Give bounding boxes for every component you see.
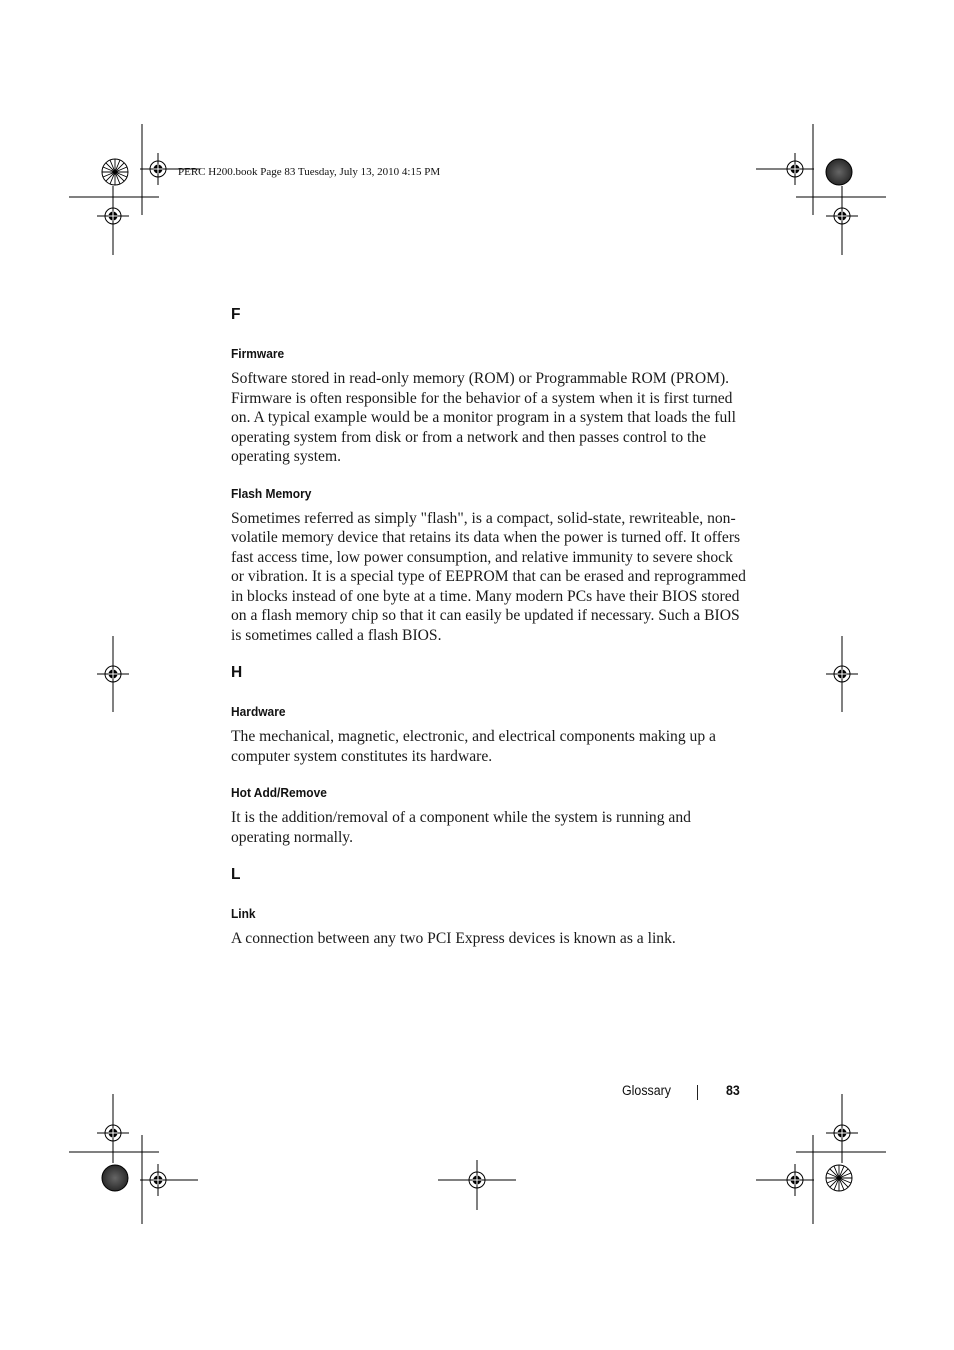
glossary-term: Firmware (231, 346, 285, 361)
glossary-definition: The mechanical, magnetic, electronic, and electrical components making up a computer system constitutes its hardware. (231, 728, 716, 765)
page-number: 83 (726, 1083, 740, 1098)
glossary-entry-firmware (231, 345, 746, 467)
glossary-term: Hardware (231, 704, 286, 719)
glossary-term: Flash Memory (231, 485, 312, 501)
glossary-term: Hot Add/Remove (231, 785, 327, 800)
glossary-definition: It is the addition/removal of a component while the system is running and operating normally. (231, 809, 691, 846)
glossary-content (231, 305, 746, 949)
glossary-term: Link (231, 906, 256, 921)
section-letter: H (231, 664, 243, 681)
glossary-entry-flash-memory (231, 485, 746, 646)
footer-separator (697, 1085, 698, 1100)
glossary-definition: Sometimes referred as simply "flash", is a compact, solid-state, rewriteable, non-volatile memory device that retains its data when the power is turned off. It offers fast access time, low power consumption, and relative immunity to severe shock or vibration. It is a special type of EEPROM that can be erased and reprogrammed in blocks instead of one byte at a time. Many modern PCs have their BIOS stored on a flash memory chip so that it can easily be updated if necessary. Such a BIOS is sometimes called a flash BIOS. (231, 509, 746, 644)
glossary-entry-link (231, 905, 746, 949)
page-footer (0, 1083, 954, 1103)
glossary-entry-hardware (231, 703, 746, 766)
glossary-definition: Software stored in read-only memory (ROM) or Programmable ROM (PROM). Firmware is often responsible for the behavior of a system when it is first turned on. A typical example would be a monitor program in a system that loads the full operating system from disk or from a network and then passes control to the operating system. (231, 370, 736, 465)
glossary-definition: A connection between any two PCI Express devices is known as a link. (231, 930, 676, 947)
section-letter: F (231, 306, 241, 323)
glossary-section-f (231, 305, 746, 645)
section-letter: L (231, 866, 241, 883)
glossary-entry-hot-add-remove (231, 784, 746, 847)
footer-section-name: Glossary (622, 1083, 672, 1098)
glossary-section-l (231, 865, 746, 949)
glossary-section-h (231, 663, 746, 847)
print-slug: PERC H200.book Page 83 Tuesday, July 13, 2010 4:15 PM (178, 166, 441, 178)
